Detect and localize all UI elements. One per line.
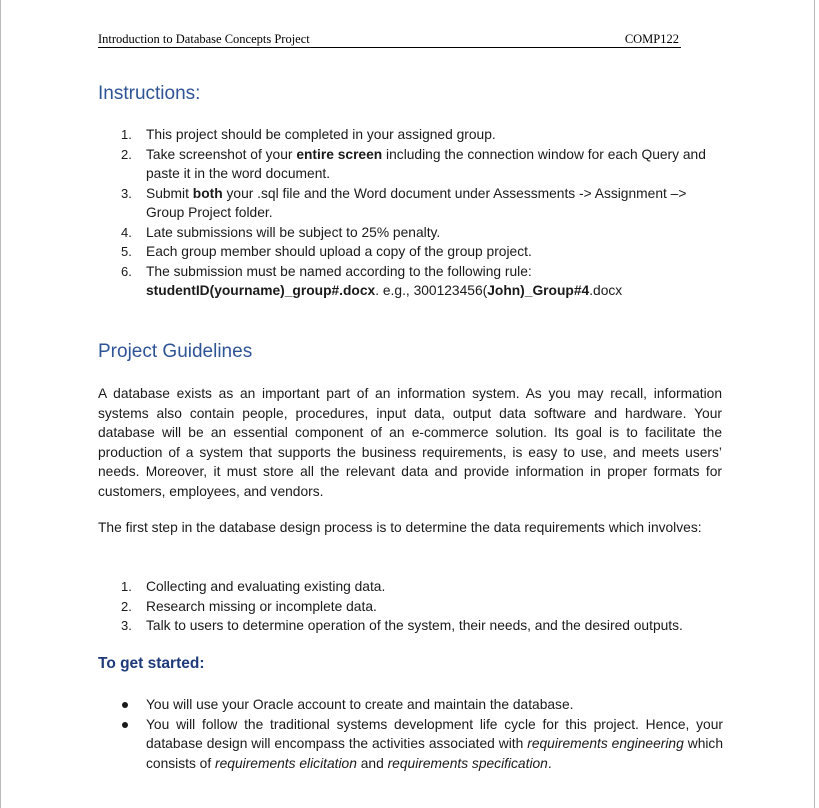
list-item [1, 715, 723, 774]
naming-rule-example-bold: John)_Group#4 [487, 283, 590, 298]
item-number: 6. [121, 263, 132, 279]
bullet-icon [122, 702, 128, 708]
item-text: Each group member should upload a copy of the group project. [146, 244, 532, 259]
item-number: 4. [121, 224, 132, 240]
get-started-heading: To get started: [98, 655, 205, 672]
item-number: 2. [121, 146, 132, 162]
item-text: You will use your Oracle account to create and maintain the database. [146, 697, 574, 712]
naming-rule-extension: .docx [589, 283, 623, 298]
item-text: Late submissions will be subject to 25% penalty. [146, 224, 441, 240]
item-number: 5. [121, 244, 132, 259]
item-text: your .sql file and the Word document under Assessments -> Assignment –> Group Project folder. [146, 185, 687, 220]
header-course-code: COMP122 [624, 32, 679, 46]
item-text: Talk to users to determine operation of the system, their needs, and the desired outputs. [146, 618, 683, 633]
naming-rule-example: . e.g., 300123456( [375, 283, 488, 298]
item-number: 3. [121, 185, 132, 201]
item-text: Collecting and evaluating existing data. [146, 579, 386, 594]
list-item [1, 145, 721, 184]
item-text: This project should be completed in your assigned group. [146, 127, 496, 142]
page-header [98, 31, 681, 48]
guidelines-heading: Project Guidelines [98, 341, 253, 362]
list-item [1, 125, 721, 145]
instructions-heading: Instructions: [98, 83, 201, 104]
item-text: which consists of [146, 736, 724, 771]
item-text: Submit [146, 185, 193, 201]
item-text: Research missing or incomplete data. [146, 598, 377, 614]
list-item [1, 242, 721, 262]
italic-term: requirements specification [387, 755, 548, 771]
list-item [1, 695, 723, 715]
item-text: Take screenshot of your [146, 146, 297, 162]
item-bold-text: both [192, 185, 223, 201]
naming-rule-bold: studentID(yourname)_group#.docx [146, 283, 376, 298]
list-item [1, 223, 721, 243]
bullet-icon [122, 722, 128, 728]
item-text: You will follow the traditional systems development life cycle for this project. Hence, your database design will encompass the activities associated with [146, 716, 723, 751]
item-text: . [547, 755, 552, 771]
item-number: 3. [121, 618, 132, 633]
item-number: 2. [121, 598, 132, 614]
list-item [1, 577, 721, 597]
header-course-title: Introduction to Database Concepts Project [98, 32, 310, 46]
design-steps-list [1, 577, 721, 636]
list-item [1, 184, 721, 223]
italic-term: requirements elicitation [215, 755, 357, 771]
list-item [1, 616, 721, 636]
item-bold-text: entire screen [296, 146, 383, 162]
item-text: and [356, 755, 388, 771]
item-text: including the connection window for each Query and paste it in the word document. [146, 146, 706, 181]
list-item [1, 597, 721, 617]
item-text: The submission must be named according to the following rule: [146, 263, 532, 279]
instructions-list [1, 125, 721, 301]
item-number: 1. [121, 127, 132, 142]
italic-term: requirements engineering [527, 736, 684, 751]
get-started-list [1, 695, 723, 773]
list-item [1, 262, 721, 301]
item-number: 1. [121, 579, 132, 594]
guidelines-paragraph-2: The first step in the database design process is to determine the data requirements which involves: [98, 520, 702, 535]
guidelines-paragraph-1: A database exists as an important part of an information system. As you may recall, information systems also contain people, procedures, input data, output data software and hardware. Your database will be an essential component of an e-commerce solution. Its goal is to facilitate the production of a system that supports the business requirements, is easy to use, and meets users’ needs. Moreover, it must store all the relevant data and provide information in proper formats for customers, employees, and vendors. [98, 386, 722, 499]
